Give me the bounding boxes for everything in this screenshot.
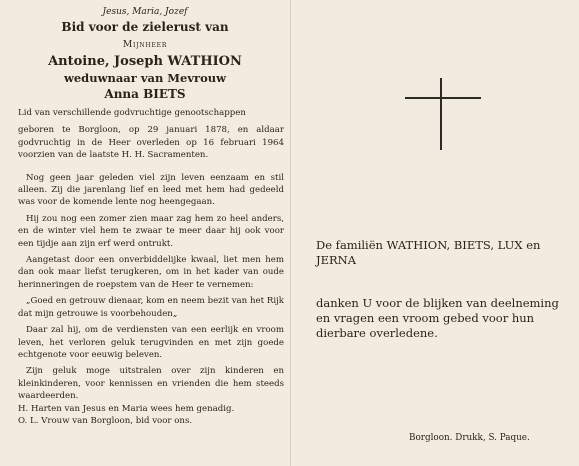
invocation: Jesus, Maria, Jozef — [102, 7, 188, 17]
birth-death: geboren te Borgloon, op 29 januari 1878, en aldaar godvruchtig in de Heer overleden op 16 februari 1964 voorzien van de laatste H. H. Sacramenten. — [18, 125, 284, 161]
cross-vertical-bar — [440, 78, 442, 150]
paragraph: Nog geen jaar geleden viel zijn leven eenzaam en stil alleen. Zij die jarenlang lief en leed met hem had gedeeld was voor de komende lente nog heengegaan. — [18, 172, 284, 208]
prayer-line: H. Harten van Jesus en Maria wees hem genadig. — [18, 403, 235, 414]
paragraph: Zijn geluk moge uitstralen over zijn kinderen en kleinkinderen, voor kennissen en vrienden die hem steeds waardeerden. — [18, 366, 284, 402]
prayer-heading: Bid voor de zielerust van — [61, 20, 229, 34]
paragraph: Hij zou nog een zomer zien maar zag hem zo heel anders, en de winter viel hem te zwaar te meer daar hij ook voor een tijdje aan zijn erf werd ontrukt. — [18, 213, 284, 249]
honorific: Mijnheer — [122, 39, 168, 50]
paragraph: „Goed en getrouw dienaar, kom en neem bezit van het Rijk dat mijn getrouwe is voorbehouden„ — [18, 296, 284, 319]
membership: Lid van verschillende godvruchtige genootschappen — [18, 108, 246, 118]
paragraph: Aangetast door een onverbiddelijke kwaal, liet men hem dan ook maar liefst terugkeren, om in het kader van oude herinneringen de roepstem van de Heer te vernemen: — [18, 255, 284, 290]
body-text — [18, 107, 284, 427]
right-panel — [291, 0, 579, 466]
deceased-name: Antoine, Joseph WATHION — [48, 54, 242, 69]
cross-horizontal-bar — [405, 97, 481, 99]
thanks-text: danken U voor de blijken van deelneming en vragen een vroom gebed voor hun dierbare overledene. — [316, 296, 559, 340]
paragraph: Daar zal hij, om de verdiensten van een eerlijk en vroom leven, het verloren geluk terugvinden en met zijn goede echtgenote voor eeuwig beleven. — [18, 325, 284, 360]
printer-imprint: Borgloon. Drukk, S. Paque. — [409, 433, 530, 443]
spouse-name: Anna BIETS — [104, 87, 186, 101]
families-text: De familiën WATHION, BIETS, LUX en JERNA — [316, 238, 541, 267]
widower-line: weduwnaar van Mevrouw — [63, 71, 227, 85]
prayer-line: O. L. Vrouw van Borgloon, bid voor ons. — [18, 415, 193, 426]
